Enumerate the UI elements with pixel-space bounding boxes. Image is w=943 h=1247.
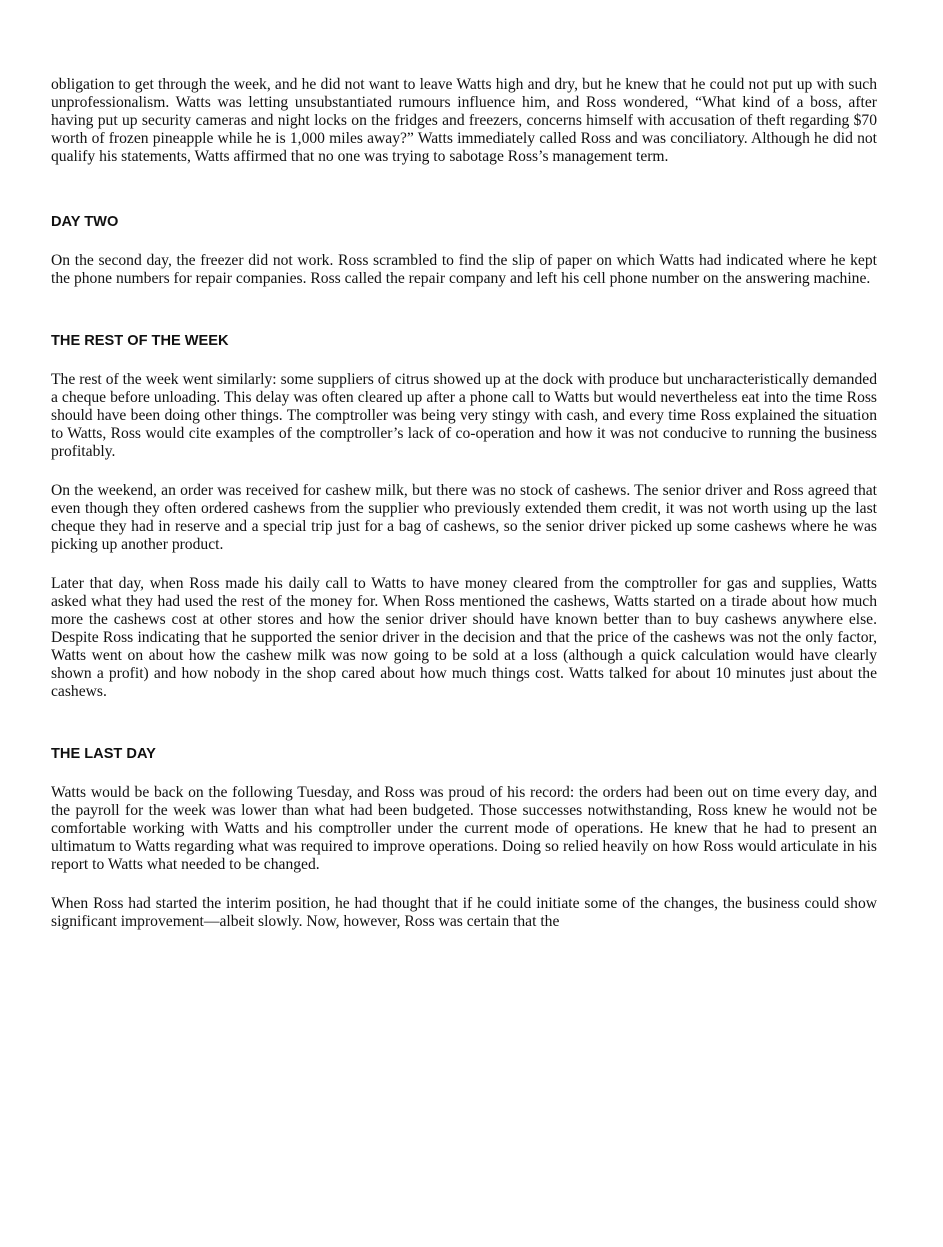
- rest-of-week-paragraph-3: Later that day, when Ross made his daily call to Watts to have money cleared from the comptroller for gas and supplies, Watts asked what they had used the rest of the money for. When Ross mentioned the cashews, Watts started on a tirade about how much more the cashews cost at other stores and how the senior driver should have known better than to buy cashews anywhere else. Despite Ross indicating that he supported the senior driver in the decision and that the price of the cashews was not the only factor, Watts went on about how the cashew milk was now going to be sold at a loss (although a quick calculation would have clearly shown a profit) and how nobody in the shop cared about how much things cost. Watts talked for about 10 minutes just about the cashews.: [51, 575, 877, 700]
- intro-paragraph: obligation to get through the week, and he did not want to leave Watts high and dry, but he knew that he could not put up with such unprofessionalism. Watts was letting unsubstantiated rumours influence him, and Ross wondered, “What kind of a boss, after having put up security cameras and night locks on the fridges and freezers, concerns himself with accusation of theft regarding $70 worth of frozen pineapple while he is 1,000 miles away?” Watts immediately called Ross and was conciliatory. Although he did not qualify his statements, Watts affirmed that no one was trying to sabotage Ross’s management term.: [51, 76, 877, 165]
- last-day-paragraph-2: When Ross had started the interim position, he had thought that if he could initiate some of the changes, the business could show significant improvement—albeit slowly. Now, however, Ross was certain that the: [51, 895, 877, 930]
- last-day-paragraph-1: Watts would be back on the following Tuesday, and Ross was proud of his record: the orders had been out on time every day, and the payroll for the week was lower than what had been budgeted. Those successes notwithstanding, Ross knew he would not be comfortable working with Watts and his comptroller under the current mode of operations. He knew that he had to present an ultimatum to Watts regarding what was required to improve operations. Doing so relied heavily on how Ross would articulate in his report to Watts what needed to be changed.: [51, 784, 877, 873]
- rest-of-week-paragraph-2: On the weekend, an order was received for cashew milk, but there was no stock of cashews. The senior driver and Ross agreed that even though they often ordered cashews from the supplier who previously extended them credit, it was not worth using up the last cheque they had in reserve and a special trip just for a bag of cashews, so the senior driver picked up some cashews where he was picking up another product.: [51, 482, 877, 553]
- section-heading-day-two: DAY TWO: [51, 214, 119, 230]
- section-heading-last-day: THE LAST DAY: [51, 746, 156, 762]
- section-heading-rest-of-week: THE REST OF THE WEEK: [51, 333, 229, 349]
- document-page: [51, 76, 877, 931]
- day-two-paragraph-1: On the second day, the freezer did not work. Ross scrambled to find the slip of paper on which Watts had indicated where he kept the phone numbers for repair companies. Ross called the repair company and left his cell phone number on the answering machine.: [51, 252, 877, 287]
- rest-of-week-paragraph-1: The rest of the week went similarly: some suppliers of citrus showed up at the dock with produce but uncharacteristically demanded a cheque before unloading. This delay was often cleared up after a phone call to Watts but would nevertheless eat into the time Ross should have been doing other things. The comptroller was being very stingy with cash, and every time Ross explained the situation to Watts, Ross would cite examples of the comptroller’s lack of co-operation and how it was not conducive to running the business profitably.: [51, 371, 877, 460]
